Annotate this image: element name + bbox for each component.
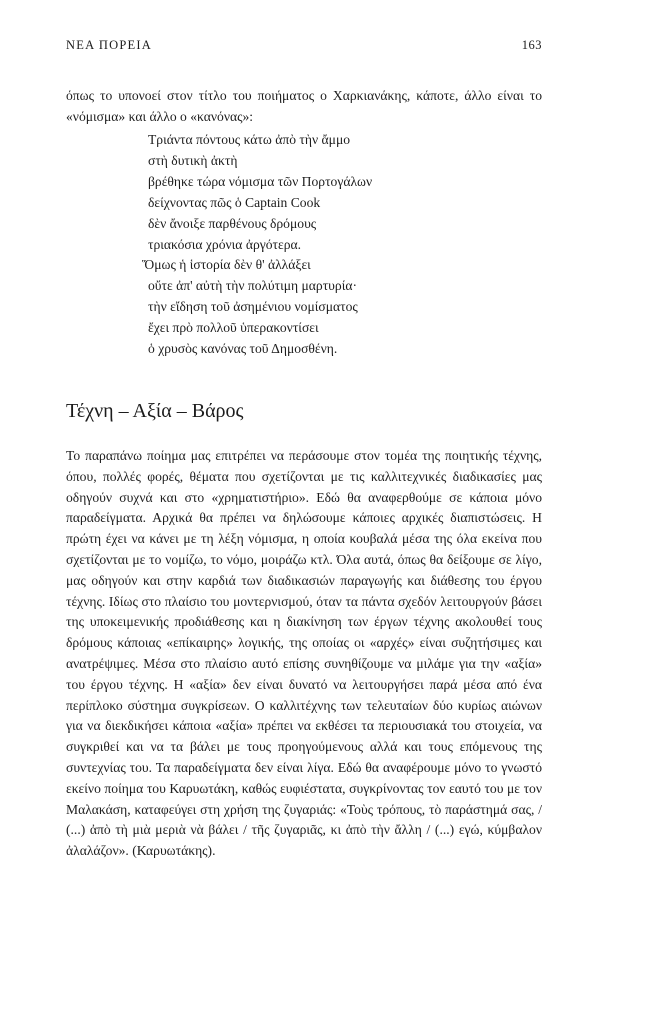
poem-line: βρέθηκε τώρα νόμισμα τῶν Πορτογάλων xyxy=(148,173,373,189)
poem-block xyxy=(142,130,548,360)
intro-text: όπως το υπονοεί στον τίτλο του ποιήματος ο Χαρκιανάκης, κάποτε, άλλο είναι το «νόμισμα» και άλλο ο «κανόνας»: xyxy=(66,88,542,124)
poem-line: τὴν εἴδηση τοῦ ἀσημένιου νομίσματος xyxy=(148,299,358,315)
poem-line: Τριάντα πόντους κάτω ἀπὸ τὴν ἄμμο xyxy=(148,132,351,147)
section-heading: Τέχνη – Αξία – Βάρος xyxy=(66,400,244,422)
poem-line: ὁ χρυσὸς κανόνας τοῦ Δημοσθένη. xyxy=(148,341,338,357)
main-text: Το παραπάνω ποίημα μας επιτρέπει να περάσουμε στον τομέα της ποιητικής τέχνης, όπου, πολλές φορές, θέματα που σχετίζονται με τις καλλιτεχνικές διαδικασίες μας οδηγούν συχνά και στο «χρηματιστήριο». Εδώ θα αναφερθούμε σε κάποια μόνο παραδείγματα. Αρχικά θα πρέπει να δηλώσουμε κάποιες αρχικές διαπιστώσεις. Η πρώτη έχει να κάνει με τη λέξη νόμισμα, η οποία κουβαλά μέσα της όλα εκείνα που σχετίζονται με το νομίζω, το νόμο, μοιράζω κτλ. Όλα αυτά, όπως θα δείξουμε σε λίγο, μας οδηγούν και στην καρδιά των διαδικασιών παραγωγής και διάθεσης του έργου τέχνης. Ιδίως στο πλαίσιο του μοντερνισμού, όταν τα πάντα σχεδόν λειτουργούν βάσει της υποκειμενικής προδιάθεσης και η διακίνηση των έργων τέχνης ακολουθεί τους δρόμους κάποιας «επίκαιρης» λογικής, της οποίας οι «αρχές» είναι συζητήσιμες και ανατρέψιμες. Μέσα στο πλαίσιο αυτό επίσης συνηθίζουμε να μιλάμε για την «αξία» του έργου τέχνης. Η «αξία» δεν είναι δυνατό να λειτουργήσει παρά μέσα από ένα περίπλοκο σύστημα συγκρίσεων. Ο καλλιτέχνης των τελευταίων δύο κυρίως αιώνων για να διεκδικήσει κάποια «αξία» πρέπει να εκθέσει τα περιουσιακά του στοιχεία, να συγκριθεί και να τα βάλει με τους προηγούμενους αλλά και τους επόμενους της συντεχνίας του. Τα παραδείγματα δεν είναι λίγα. Εδώ θα αναφέρουμε μόνο το γνωστό εκείνο ποίημα του Καρυωτάκη, καθώς ευφιέστατα, συγκρίνοντας τον εαυτό του με τον Μαλακάση, καταφεύγει στη χρήση της ζυγαριάς: «Τοὺς τρόπους, τὸ παράστημά σας, / (...) ἀπὸ τὴ μιὰ μεριὰ νὰ βάλει / τῆς ζυγαριᾶς, κι ἀπὸ τὴν ἄλλη / (...) εγώ, κύμβαλον ἀλαλάζον». (Καρυωτάκης). xyxy=(66,448,542,859)
poem-line: τριακόσια χρόνια ἀργότερα. xyxy=(148,236,302,252)
running-title: ΝΕΑ ΠΟΡΕΙΑ xyxy=(66,38,152,52)
poem-line: Ὅμως ἡ ἱστορία δὲν θ' ἀλλάξει xyxy=(142,257,311,273)
poem-line: ἔχει πρὸ πολλοῦ ὑπερακοντίσει xyxy=(148,320,319,336)
page-number: 163 xyxy=(521,38,542,52)
poem-line: στὴ δυτικὴ ἀκτὴ xyxy=(148,152,238,168)
poem-line: δείχνοντας πῶς ὁ Captain Cook xyxy=(148,194,321,210)
main-paragraph xyxy=(66,446,542,862)
poem-line: δὲν ἄνοιξε παρθένους δρόμους xyxy=(148,215,317,231)
intro-paragraph xyxy=(66,86,542,128)
poem-line: οὔτε ἀπ' αὐτὴ τὴν πολύτιμη μαρτυρία· xyxy=(148,278,357,294)
